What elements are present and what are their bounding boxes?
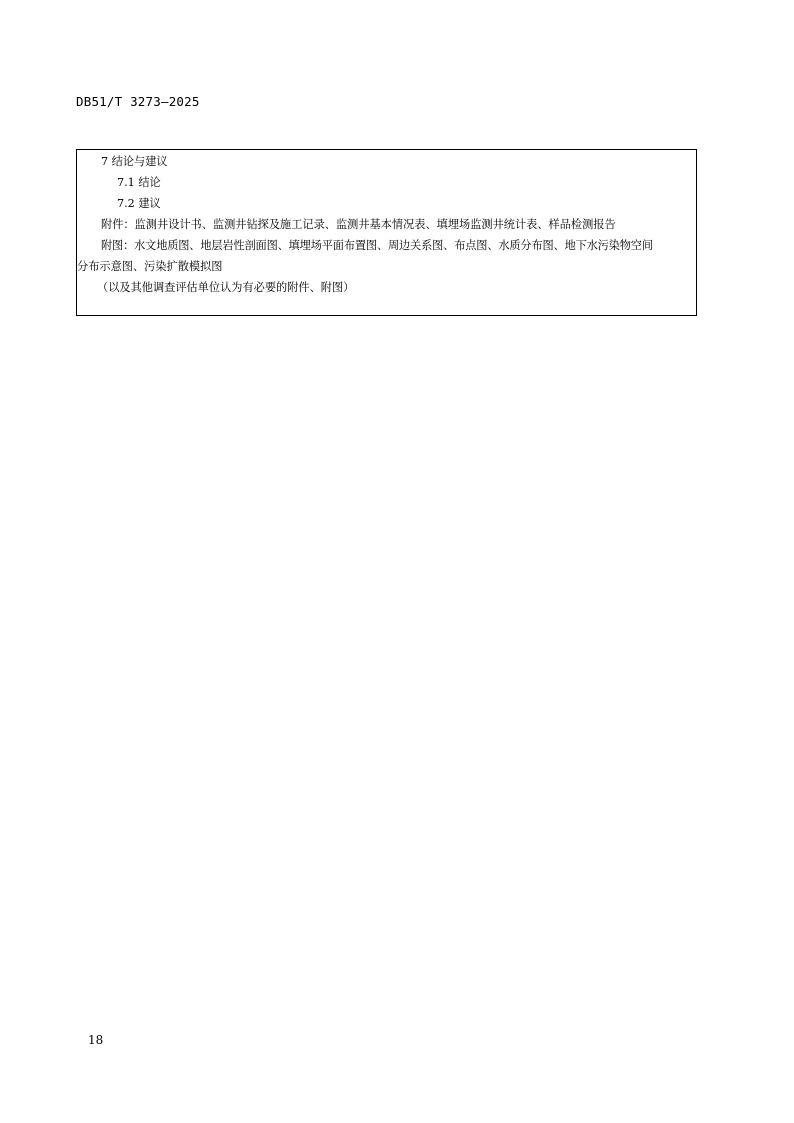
subsection-conclusions: 7.1 结论: [117, 176, 161, 189]
additional-note: （以及其他调查评估单位认为有必要的附件、附图）: [97, 281, 355, 294]
attachments-line: 附件：监测井设计书、监测井钻探及施工记录、监测井基本情况表、填埋场监测井统计表、样品检测报告: [101, 218, 616, 231]
page-number: 18: [88, 1033, 104, 1047]
figures-line-continued: 分布示意图、污染扩散模拟图: [77, 260, 223, 273]
figures-line: 附图：水文地质图、地层岩性剖面图、填埋场平面布置图、周边关系图、布点图、水质分布图、地下水污染物空间: [101, 239, 653, 252]
section-conclusions-and-recommendations: 7 结论与建议: [101, 155, 168, 168]
subsection-recommendations: 7.2 建议: [117, 197, 161, 210]
document-code: DB51/T 3273—2025: [76, 94, 200, 109]
content-box: [76, 149, 697, 316]
